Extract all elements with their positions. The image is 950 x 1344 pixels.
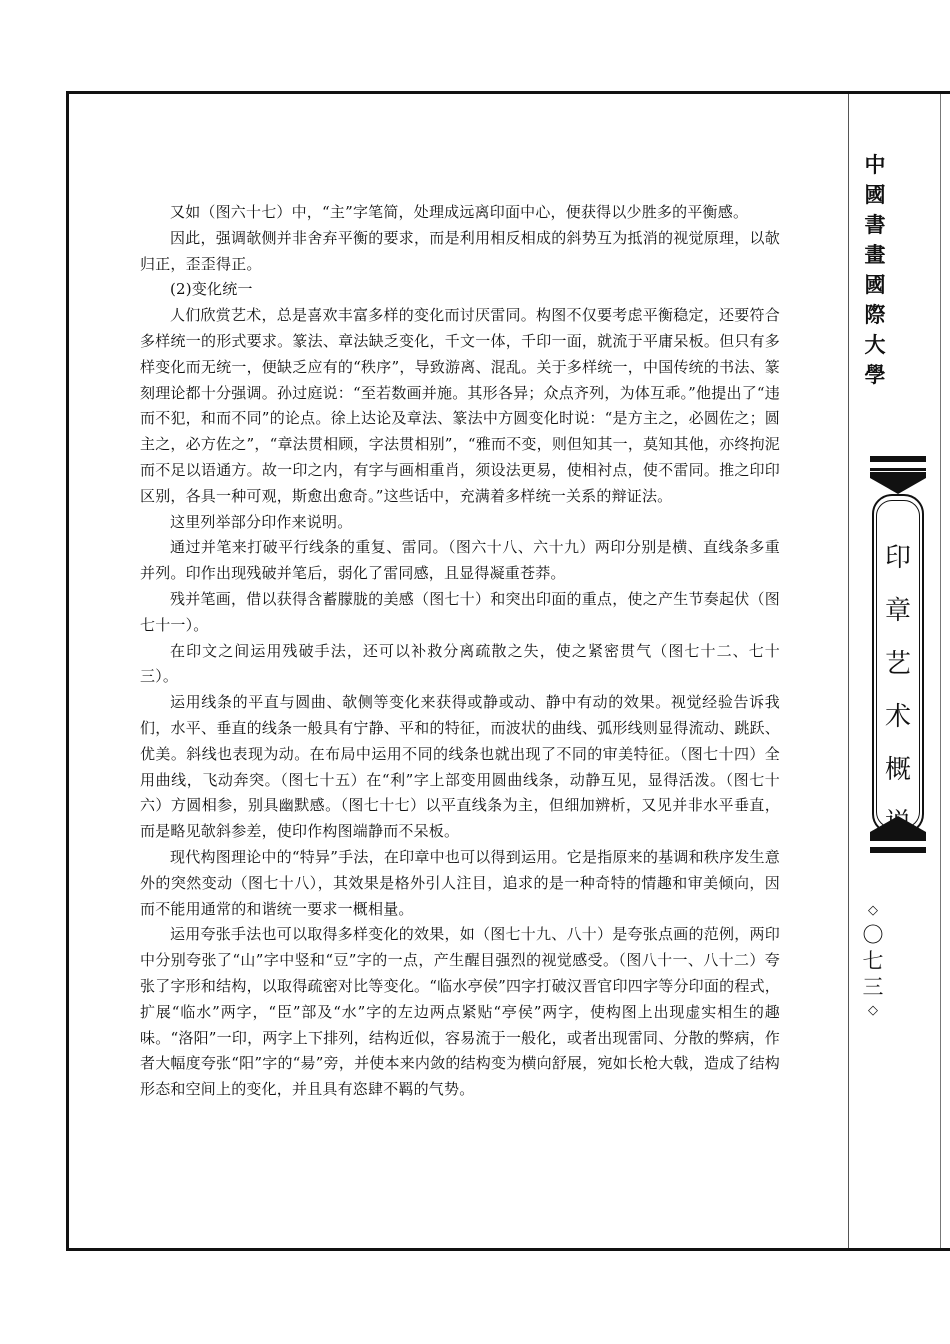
series-title	[862, 150, 888, 390]
diamond-icon: ◇	[868, 1003, 878, 1018]
page-body	[140, 200, 780, 1103]
book-title	[876, 532, 920, 850]
series-title-char: 國	[864, 183, 886, 207]
page-number-char: 〇	[862, 923, 884, 947]
frame-left-rule	[66, 91, 69, 1251]
page-number	[860, 900, 886, 1022]
series-title-char: 學	[864, 363, 886, 387]
paragraph: 运用线条的平直与圆曲、欹侧等变化来获得或静或动、静中有动的效果。视觉经验告诉我们，水平、垂直的线条一般具有宁静、平和的特征，而波状的曲线、弧形线则显得流动、跳跃、优美。斜线也表现为动。在布局中运用不同的线条也就出现了不同的审美特征。（图七十四）全用曲线，飞动奔突。（图七十五）在“利”字上部变用圆曲线条，动静互见，显得活泼。（图七十六）方圆相参，别具幽默感。（图七十七）以平直线条为主，但细加辨析，又见并非水平垂直，而是略见欹斜参差，使印作构图端静而不呆板。	[140, 693, 780, 841]
series-title-char: 國	[864, 273, 886, 297]
paragraph: 现代构图理论中的“特异”手法，在印章中也可以得到运用。它是指原来的基调和秩序发生意外的突然变动（图七十八），其效果是格外引人注目，追求的是一种奇特的情趣和审美倾向，因而不能用通常的和谐统一要求一概相量。	[140, 847, 780, 918]
paragraph: 因此，强调欹侧并非舍弃平衡的要求，而是利用相反相成的斜势互为抵消的视觉原理，以欹归正，歪歪得正。	[140, 228, 780, 273]
series-title-char: 畫	[864, 243, 886, 267]
book-title-char: 艺	[884, 649, 911, 679]
diamond-icon: ◇	[868, 903, 878, 918]
book-title-char: 印	[884, 543, 911, 573]
paragraph: 在印文之间运用残破手法，还可以补救分离疏散之失，使之紧密贯气（图七十二、七十三）。	[140, 641, 780, 686]
paragraph: 残并笔画，借以获得含蓄朦胧的美感（图七十）和突出印面的重点，使之产生节奏起伏（图七十一）。	[140, 589, 780, 634]
book-title-char: 术	[884, 702, 911, 732]
section-heading: (2)变化统一	[170, 280, 253, 299]
series-title-char: 大	[864, 333, 886, 357]
frame-top-rule	[66, 91, 950, 94]
margin-divider-rule	[848, 94, 849, 1248]
ornament-chevron-bottom-icon	[870, 814, 926, 838]
frame-bottom-rule	[66, 1248, 950, 1251]
paragraph: 又如（图六十七）中，“主”字笔简，处理成远离印面中心，便获得以少胜多的平衡感。	[170, 203, 749, 221]
series-title-char: 中	[864, 153, 886, 177]
paragraph: 这里列举部分印作来说明。	[170, 512, 353, 531]
ornament-bar-bottom-thin	[870, 838, 926, 841]
book-title-char: 章	[884, 596, 911, 626]
paragraph: 通过并笔来打破平行线条的重复、雷同。（图六十八、六十九）两印分别是横、直线条多重并列。印作出现残破并笔后，弱化了雷同感，且显得凝重苍莽。	[140, 538, 780, 583]
ornament-bar-top-thin	[870, 468, 926, 471]
ornament-bar-bottom	[870, 847, 926, 853]
outer-edge-rule	[940, 94, 941, 1248]
ornament-bar-top	[870, 456, 926, 462]
paragraph: 人们欣赏艺术，总是喜欢丰富多样的变化而讨厌雷同。构图不仅要考虑平衡稳定，还要符合多样统一的形式要求。篆法、章法缺乏变化，千文一体，千印一面，就流于平庸呆板。但只有多样变化而无统一，便缺乏应有的“秩序”，导致游离、混乱。关于多样统一，中国传统的书法、篆刻理论都十分强调。孙过庭说：“至若数画并施。其形各异；众点齐列，为体互乖。”他提出了“违而不犯，和而不同”的论点。徐上达论及章法、篆法中方圆变化时说：“是方主之，必圆佐之；圆主之，必方佐之”，“章法贯相顾，字法贯相别”，“雅而不变，则但知其一，莫知其他，亦终拘泥而不足以语通方。故一印之内，有字与画相重肖，须设法更易，使相衬点，使不雷同。推之印印区别，各具一种可观，斯愈出愈奇。”这些话中，充满着多样统一关系的辩证法。	[140, 306, 780, 505]
page-number-char: 七	[862, 949, 884, 973]
series-title-char: 書	[864, 213, 886, 237]
page-number-char: 三	[862, 975, 884, 999]
book-title-char: 概	[884, 755, 911, 785]
ornament-chevron-top-icon	[870, 472, 926, 496]
series-title-char: 際	[864, 303, 886, 327]
paragraph: 运用夸张手法也可以取得多样变化的效果，如（图七十九、八十）是夸张点画的范例，两印中分别夸张了“山”字中竖和“豆”字的一点，产生醒目强烈的视觉感受。（图八十一、八十二）夸张了字形和结构，以取得疏密对比等变化。“临水亭侯”四字打破汉晋官印四字等分印面的程式，扩展“临水”两字，“臣”部及“水”字的左边两点紧贴“亭侯”两字，使构图上出现虚实相生的趣味。“洛阳”一印，两字上下排列，结构近似，容易流于一般化，或者出现雷同、分散的弊病，作者大幅度夸张“阳”字的“昜”旁，并使本来内敛的结构变为横向舒展，宛如长枪大戟，造成了结构形态和空间上的变化，并且具有恣肆不羁的气势。	[140, 925, 780, 1099]
